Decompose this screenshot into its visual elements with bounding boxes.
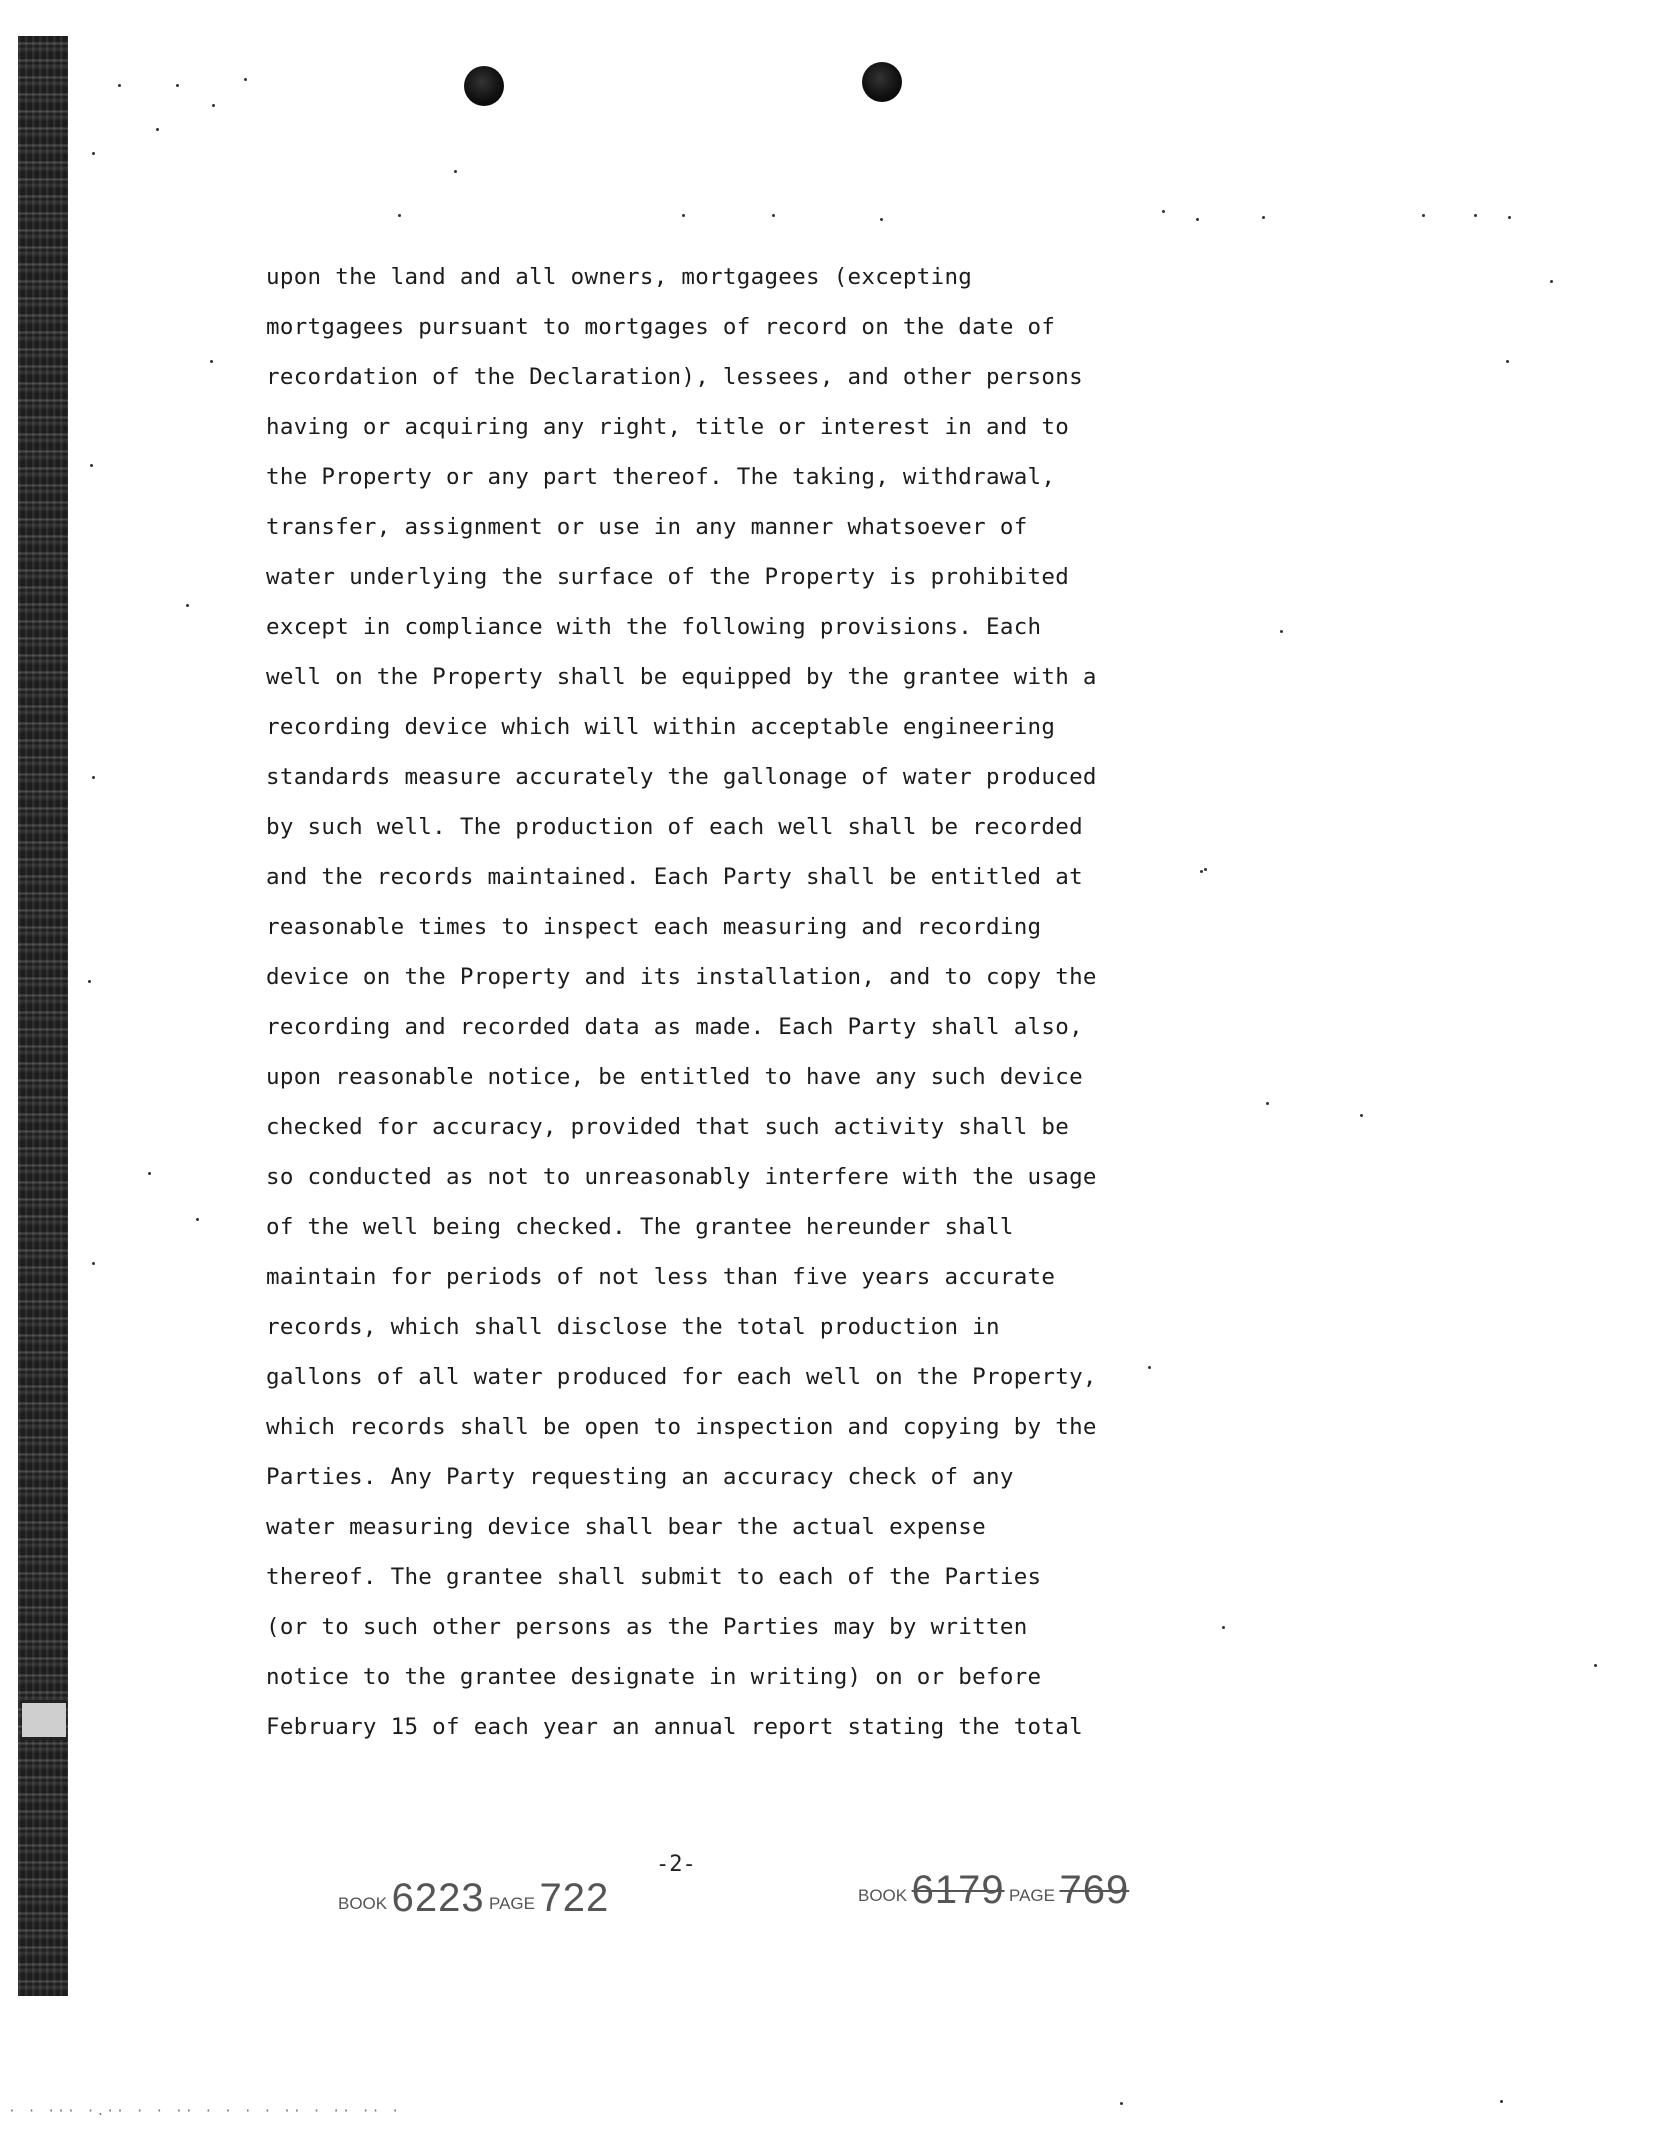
scan-speck (92, 152, 95, 155)
scan-speck (880, 218, 883, 221)
document-body (266, 252, 1416, 1752)
scan-speck (1262, 216, 1265, 219)
text-line: recording device which will within acceptable engineering (266, 714, 1056, 740)
text-line: mortgagees pursuant to mortgages of record on the date of (266, 314, 1056, 340)
scan-speck (1474, 214, 1477, 217)
text-line: checked for accuracy, provided that such activity shall be (266, 1114, 1070, 1140)
stamp-page-label: PAGE (489, 1894, 535, 1913)
stamp-book-prefix: BOOK (858, 1886, 908, 1905)
punch-hole-right (862, 62, 902, 102)
scan-speck (118, 84, 121, 87)
text-line: upon reasonable notice, be entitled to have any such device (266, 1064, 1083, 1090)
scan-speck (186, 604, 189, 607)
scan-speck (398, 214, 401, 217)
text-line: water underlying the surface of the Property is prohibited (266, 564, 1070, 590)
scan-speck (90, 464, 93, 467)
stamp-book-number: 6223 (391, 1876, 485, 1920)
punch-hole-left (464, 66, 504, 106)
text-line: having or acquiring any right, title or interest in and to (266, 414, 1070, 440)
binding-notch (22, 1700, 66, 1740)
scan-noise-bottom: · · ··· ·.·· · · ·· · · · · ·· · ·· ·· · (8, 2104, 402, 2119)
scan-speck (772, 214, 775, 217)
text-line: recording and recorded data as made. Each Party shall also, (266, 1014, 1083, 1040)
book-page-stamp-right (858, 1868, 1129, 1913)
text-line: well on the Property shall be equipped by the grantee with a (266, 664, 1097, 690)
text-line: upon the land and all owners, mortgagees (excepting (266, 264, 973, 290)
text-line: maintain for periods of not less than five years accurate (266, 1264, 1056, 1290)
scan-speck (1120, 2102, 1123, 2105)
book-page-stamp-left (338, 1876, 609, 1921)
text-line: notice to the grantee designate in writing) on or before (266, 1664, 1042, 1690)
scan-speck (92, 1262, 95, 1265)
text-line: except in compliance with the following provisions. Each (266, 614, 1042, 640)
stamp-book-number: 6179 (911, 1868, 1005, 1912)
scan-speck (682, 214, 685, 217)
text-line: by such well. The production of each well shall be recorded (266, 814, 1083, 840)
scan-speck (92, 776, 95, 779)
scan-speck (1196, 218, 1199, 221)
text-line: of the well being checked. The grantee hereunder shall (266, 1214, 1014, 1240)
page-number: -2- (656, 1852, 696, 1877)
scan-speck (1506, 360, 1509, 363)
text-line: standards measure accurately the gallonage of water produced (266, 764, 1097, 790)
scan-speck (244, 78, 247, 81)
text-line: so conducted as not to unreasonably interfere with the usage (266, 1164, 1097, 1190)
text-line: which records shall be open to inspection and copying by the (266, 1414, 1097, 1440)
scan-speck (210, 360, 213, 363)
stamp-book-prefix: BOOK (338, 1894, 388, 1913)
text-line: Parties. Any Party requesting an accuracy check of any (266, 1464, 1014, 1490)
stamp-page-number: 769 (1059, 1868, 1130, 1912)
scan-speck (1508, 216, 1511, 219)
text-line: gallons of all water produced for each well on the Property, (266, 1364, 1097, 1390)
text-line: (or to such other persons as the Parties may by written (266, 1614, 1028, 1640)
text-line: water measuring device shall bear the actual expense (266, 1514, 986, 1540)
text-line: device on the Property and its installation, and to copy the (266, 964, 1097, 990)
scan-speck (156, 128, 159, 131)
text-line: the Property or any part thereof. The taking, withdrawal, (266, 464, 1056, 490)
text-line: records, which shall disclose the total production in (266, 1314, 1000, 1340)
scan-speck (196, 1218, 199, 1221)
scan-speck (1550, 280, 1553, 283)
text-line: thereof. The grantee shall submit to each of the Parties (266, 1564, 1042, 1590)
stamp-page-number: 722 (539, 1876, 610, 1920)
scan-speck (1162, 210, 1165, 213)
scan-speck (148, 1172, 151, 1175)
scan-speck (1500, 2100, 1503, 2103)
text-line: reasonable times to inspect each measuring and recording (266, 914, 1042, 940)
text-line: and the records maintained. Each Party shall be entitled at (266, 864, 1083, 890)
text-line: transfer, assignment or use in any manner whatsoever of (266, 514, 1028, 540)
scan-speck (212, 104, 215, 107)
scan-speck (88, 980, 91, 983)
scan-speck (1422, 214, 1425, 217)
stamp-page-label: PAGE (1009, 1886, 1055, 1905)
scan-speck (1594, 1664, 1597, 1667)
text-line: recordation of the Declaration), lessees, and other persons (266, 364, 1083, 390)
text-line: February 15 of each year an annual report stating the total (266, 1714, 1083, 1740)
scan-speck (454, 170, 457, 173)
scan-speck (176, 84, 179, 87)
